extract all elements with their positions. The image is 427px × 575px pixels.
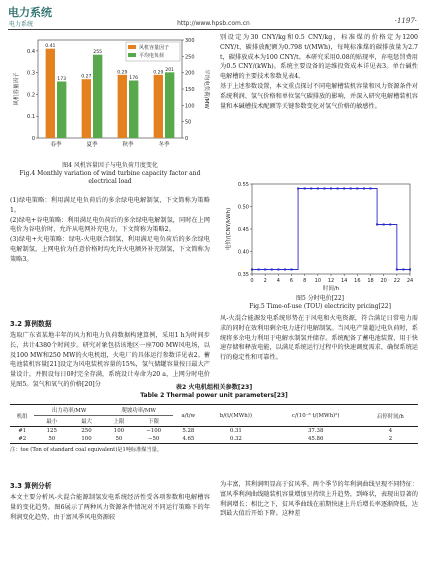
right-para-3: 风-火混合能源发电系统形势在于风电和火电资源，符合满足日常电力需求的同时在效利用剩余电力进行电解制氢。当风电产量超过电负荷时，系统将多余电力利用于电解水制氢并储存。系统配备了蓄电池装置，用于快速存储和释放电能，以满足系统运行过程中的快速调度需求，确保系统运行的稳定性和可靠性。	[220, 315, 418, 362]
price-point	[277, 269, 279, 271]
table2-grid	[10, 404, 418, 444]
table-cell: 0.32	[229, 436, 242, 442]
price-point	[389, 224, 391, 226]
price-point	[284, 269, 286, 271]
legend-label: 平均电负荷	[139, 53, 165, 59]
right-para-2: 基于上述参数设置，本文重点探讨不同电解槽装机容量和风力资源条件对系统利润、氢气价格和单位氢气碳排放的影响，并深入研究电解槽装机容量和本碱槽技术配额等关键参数变化对氢气价格的敏感性。	[220, 82, 418, 110]
y-right-tick-label: 250	[185, 54, 195, 61]
price-point	[402, 269, 404, 271]
x-axis-label: 时间/h	[322, 286, 340, 292]
price-point	[383, 224, 385, 226]
fig4-caption-en: Fig.4 Monthly variation of wind turbine capacity factor and electrical load	[19, 170, 201, 185]
legend-swatch	[128, 53, 136, 57]
y-right-tick-label: 50	[185, 119, 192, 126]
fig5-caption-cn: 图5 分时电价[22]	[295, 295, 345, 302]
x-tick-label: 10	[314, 278, 322, 284]
price-point	[317, 188, 319, 190]
strategy-2: (2)绿电+谷电策略：利用满足电负荷后的多余绿电电解制氢，同时在上网电价为谷电价时，允许从电网补充电力，下文简称为策略2。	[10, 216, 210, 234]
strategy-1: (1)绿电策略：利用满足电负荷后的多余绿电电解制氢，下文简称为策略1。	[10, 197, 210, 214]
y-axis-label: 电价/(CNY/kWh)	[226, 207, 232, 251]
bar-label-capacity-factor: 0.29	[117, 70, 128, 76]
fig5-caption	[222, 295, 418, 311]
journal-subtitle: 电力系统	[9, 21, 34, 28]
x-tick-label: 2	[263, 278, 267, 284]
table2	[10, 404, 418, 453]
table-cell: 37.38	[307, 428, 324, 434]
table-header: 最小	[46, 419, 58, 425]
table-header: 机组	[16, 413, 28, 420]
section-3-3-para-left: 本文主要分析风-火混合能源制氢发电系统经济性受各项参数和电解槽容量的变化趋势。图6展示了两种风力资源条件情况对不同运行策略下的年利润变化趋势，由于富风季风电资源较	[10, 494, 210, 521]
price-point	[363, 188, 365, 190]
x-tick-label: 6	[289, 278, 294, 284]
journal-logo: 电力系统	[8, 6, 52, 19]
table-group-header: 爬坡功率/MW	[104, 405, 174, 416]
section-heading-3-3: 3.3 算例分析	[10, 482, 52, 490]
table-cell: 4	[388, 428, 393, 434]
y-right-tick-label: 300	[185, 38, 195, 44]
y-left-tick-label: 0.2	[27, 92, 35, 99]
journal-url[interactable]: http://www.hpsb.com.cn	[177, 20, 250, 27]
price-point	[323, 188, 325, 190]
table-cell: 50	[115, 436, 123, 442]
header-rule	[8, 29, 419, 30]
y-tick-label: 0.40	[237, 249, 249, 256]
table2-title-en: Table 2 Thermal power unit parameters[23]	[140, 392, 288, 399]
table-header: c/(10⁻⁶ t/(MWh)²)	[291, 412, 340, 419]
right-para-1: 别设定为30 CNY/kg和0.5 CNY/kg，标准煤的价格定为1200 CNY/t，碳排放配额为0.798 t/(MWh)，每吨标准煤的碳排放量为2.7 t，碳排放成本为100 CNY/t。本研究采用0.08的贴现率，弃电惩罚费用为0.5 CNY/(kWh)。系统主要设备的运维投资成本详见表3。单台碱性电解槽的主要技术参数见表4。	[220, 34, 418, 81]
strategy-3: (3)绿电+火电策略：绿电-火电联合制氢，利用满足电负荷后的多余绿电电解制氢，上网电价为任意价格时均允许火电额外补充制氢，下文简称为策略3。	[10, 236, 210, 263]
x-category-label: 冬季	[158, 142, 170, 148]
table-cell: 5.28	[182, 428, 195, 434]
table-cell: 100	[81, 436, 92, 442]
table-cell: #2	[18, 436, 27, 442]
table-cell: 125	[46, 428, 57, 434]
bar-capacity-factor	[118, 75, 127, 138]
table-header: 最大	[81, 419, 92, 425]
table-header: 下限	[148, 419, 160, 425]
page-number: ·1197·	[394, 17, 417, 25]
price-point	[396, 269, 398, 271]
price-point	[291, 269, 293, 271]
table-header: a/t/w	[181, 412, 196, 419]
x-category-label: 秋季	[122, 142, 134, 148]
price-point	[376, 224, 378, 226]
price-point	[370, 188, 372, 190]
strategy-list	[10, 196, 210, 265]
price-point	[297, 188, 299, 190]
x-tick-label: 12	[327, 278, 335, 284]
table2-title	[10, 384, 418, 400]
x-tick-label: 16	[354, 278, 361, 284]
bar-electric-load	[57, 81, 66, 138]
fig4-caption	[10, 162, 210, 186]
y-right-tick-label: 0	[185, 136, 189, 142]
price-point	[264, 269, 266, 271]
table2-note: 注：toe (Ton of standard coal equivalent)是1吨标准煤当量。	[10, 447, 163, 453]
bar-label-electric-load: 176	[129, 76, 139, 82]
table-cell: 45.86	[307, 436, 324, 442]
y-tick-label: 0.50	[237, 204, 249, 211]
x-tick-label: 14	[340, 278, 348, 284]
table-cell: #1	[18, 428, 27, 434]
bar-label-electric-load: 255	[93, 50, 103, 56]
price-line	[252, 189, 410, 270]
y-left-tick-label: 0.3	[27, 70, 35, 77]
price-point	[330, 188, 332, 190]
price-point	[258, 269, 260, 271]
x-tick-label: 0	[250, 278, 254, 284]
right-top-text	[220, 33, 418, 111]
table-cell: 50	[48, 436, 56, 442]
price-point	[251, 269, 253, 271]
y-left-tick-label: 0	[31, 136, 35, 142]
x-tick-label: 4	[276, 278, 280, 284]
price-point	[304, 188, 306, 190]
table-cell: 250	[81, 428, 92, 434]
bar-electric-load	[165, 72, 174, 138]
table-row	[10, 435, 418, 444]
fig4-caption-cn: 图4 风机容量因子与电负荷月度变化	[62, 162, 158, 169]
y-left-axis-label: 风机容量因子	[14, 72, 20, 106]
table-header: b/(t/(MWh))	[219, 412, 252, 419]
section-3-2-body	[10, 331, 210, 390]
price-point	[409, 269, 411, 271]
section-3-3-right	[220, 480, 418, 519]
section-3-3-para-right: 为丰富，其利润明显高于贫风季。两个季节的年利润曲线呈现不同特征：富风季利润曲线随装机容量增加呈持续上升趋势，到峰状，表现出显著的利润增长；相比之下，贫风季曲线在前期快速上升后增长率逐渐降低，达到最大值后开始下降。这种差	[220, 481, 418, 518]
x-category-label: 春季	[50, 142, 62, 148]
x-tick-label: 24	[406, 278, 414, 284]
x-tick-label: 8	[303, 278, 307, 284]
y-left-tick-label: 0.1	[27, 114, 35, 121]
table-row	[10, 427, 418, 436]
table2-title-cn: 表2 火电机组相关参数[23]	[175, 384, 253, 391]
table-cell: 100	[113, 428, 125, 434]
table-group-header: 出力功率/MW	[34, 405, 104, 416]
y-right-axis-label: 平均电负荷/MW	[203, 69, 209, 109]
price-point	[350, 188, 352, 190]
bar-capacity-factor	[154, 75, 163, 138]
table-header: 上限	[113, 419, 125, 425]
x-tick-label: 18	[367, 278, 374, 284]
bar-electric-load	[129, 81, 138, 138]
x-tick-label: 22	[393, 278, 401, 284]
bar-capacity-factor	[46, 49, 55, 138]
y-tick-label: 0.45	[237, 227, 249, 233]
y-right-tick-label: 150	[185, 87, 195, 93]
bar-label-electric-load: 173	[57, 76, 67, 82]
right-bottom-text	[220, 314, 418, 363]
bar-label-electric-load: 201	[165, 67, 175, 73]
price-point	[356, 188, 358, 190]
y-tick-label: 0.35	[237, 272, 249, 278]
bar-label-capacity-factor: 0.29	[153, 70, 164, 76]
y-right-tick-label: 200	[185, 70, 195, 77]
x-category-label: 夏季	[86, 142, 98, 148]
bar-label-capacity-factor: 0.41	[45, 44, 56, 50]
y-left-tick-label: 0.4	[27, 48, 35, 55]
table-cell: 0.31	[229, 428, 242, 434]
table-cell: 4.65	[182, 436, 195, 442]
legend-swatch	[128, 45, 136, 49]
table-header: 启停时间/h	[377, 413, 404, 420]
price-point	[271, 269, 273, 271]
data-paragraph: 选取广东省某地丰年的风力和电力负荷数据构建算例，采用1 h为时间步长，共计4380个时间步。研究对象包括该地区一座700 MW风电场，以及100 MW和250 MW的火电机组，火电厂的具体运行参数详见表2。蓄电池装机容量[21]设定为风电装机容量的15%，氢气储罐容量按日最大产量设计，并假设每日0时完全存满，系统设计寿命为20 a，上网分时电价见图5。氢气和氧气的价格[20]分	[10, 332, 210, 388]
fig5-line-chart	[222, 178, 418, 294]
legend-label: 风机容量因子	[139, 45, 170, 51]
fig4-bar-chart	[10, 34, 210, 160]
table-cell: −100	[146, 428, 162, 434]
bar-capacity-factor	[82, 79, 91, 138]
bar-label-capacity-factor: 0.27	[81, 74, 92, 80]
y-tick-label: 0.55	[237, 182, 249, 188]
x-tick-label: 20	[380, 278, 387, 284]
table-cell: −50	[147, 436, 160, 442]
y-right-tick-label: 100	[185, 103, 195, 110]
price-point	[310, 188, 312, 190]
section-3-3-left	[10, 493, 210, 522]
fig5-caption-en: Fig.5 Time-of-use (TOU) electricity pricing[22]	[249, 303, 391, 310]
plot-frame	[252, 184, 410, 274]
table-cell: 2	[388, 436, 393, 442]
section-heading-3-2: 3.2 算例数据	[10, 320, 52, 328]
price-point	[343, 188, 345, 190]
bar-electric-load	[93, 55, 102, 138]
price-point	[337, 188, 339, 190]
